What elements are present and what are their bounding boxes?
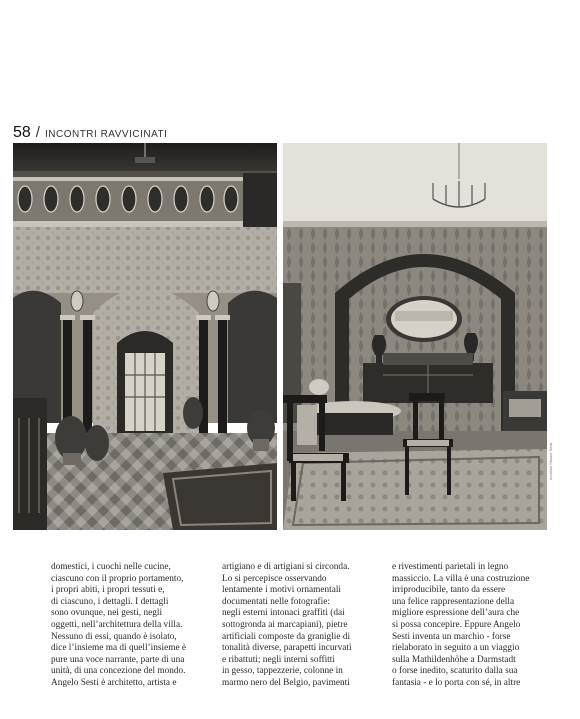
- text-line: sono ovunque, nei gesti, negli: [51, 608, 163, 619]
- photo-hall-illustration: [13, 143, 277, 530]
- column-paragraph: [51, 562, 216, 690]
- text-line: Sesti inventa un marchio - forse: [392, 631, 511, 642]
- page-header: [13, 124, 167, 142]
- text-line: sulla Mathildenhöhe a Darmstadt: [392, 654, 516, 665]
- header-separator: /: [35, 124, 40, 141]
- text-column-2: [222, 562, 387, 690]
- text-column-1: [51, 562, 216, 690]
- text-line: fantasia - e lo porta con sé, in altre: [392, 677, 521, 688]
- section-title: INCONTRI RAVVICINATI: [44, 129, 168, 140]
- text-line: tonalità diverse, parapetti incurvati: [222, 643, 352, 654]
- photo-drawing-room: [283, 143, 547, 530]
- text-line: una felice rappresentazione della: [392, 596, 515, 607]
- text-line: unità, di una concezione del mondo.: [51, 666, 186, 677]
- page-number: 58: [13, 124, 31, 141]
- text-line: massiccio. La villa è una costruzione: [392, 573, 530, 584]
- text-line: documentati nelle fotografie:: [222, 596, 330, 607]
- photo-credit: Archivio Museo Sesti: [548, 442, 553, 480]
- text-line: pure una voce narrante, parte di una: [51, 654, 185, 665]
- text-line: rielaborato in seguito a un viaggio: [392, 643, 520, 654]
- column-paragraph: [392, 562, 557, 690]
- text-line: marmo nero del Belgio, pavimenti: [222, 677, 350, 688]
- text-line: irriproducibile, tanto da essere: [392, 585, 506, 596]
- text-line: artificiali composte da graniglie di: [222, 631, 351, 642]
- text-line: Nessuno di essi, quando è isolato,: [51, 631, 177, 642]
- text-line: migliore espressione dell’aura che: [392, 608, 520, 619]
- text-line: Lo si percepisce osservando: [222, 573, 327, 584]
- text-line: negli esterni intonaci graffiti (dai: [222, 608, 345, 619]
- photo-drawing-room-illustration: [283, 143, 547, 530]
- text-line: artigiano e di artigiani si circonda.: [222, 562, 350, 572]
- photo-hall-interior: [13, 143, 277, 530]
- text-column-3: [392, 562, 557, 690]
- text-line: Angelo Sesti è architetto, artista e: [51, 677, 177, 688]
- text-line: i propri abiti, i propri tessuti e,: [51, 585, 165, 596]
- text-line: o forse inedito, scaturito dalla sua: [392, 666, 518, 677]
- text-line: dice l’insieme ma di quell’insieme è: [51, 643, 187, 654]
- text-line: ciascuno con il proprio portamento,: [51, 573, 184, 584]
- text-line: si possa concepire. Eppure Angelo: [392, 619, 521, 630]
- text-line: sottogronda ai marcapiani), pietre: [222, 619, 348, 630]
- text-line: domestici, i cuochi nelle cucine,: [51, 562, 171, 572]
- text-line: di ciascuno, i dettagli. I dettagli: [51, 596, 169, 607]
- text-line: oggetti, nell’architettura della villa.: [51, 619, 183, 630]
- text-line: in gesso, tappezzerie, colonne in: [222, 666, 343, 677]
- text-line: e rivestimenti parietali in legno: [392, 562, 509, 572]
- text-line: e ribattuti; negli interni soffitti: [222, 654, 335, 665]
- text-line: lentamente i motivi ornamentali: [222, 585, 342, 596]
- column-paragraph: [222, 562, 387, 690]
